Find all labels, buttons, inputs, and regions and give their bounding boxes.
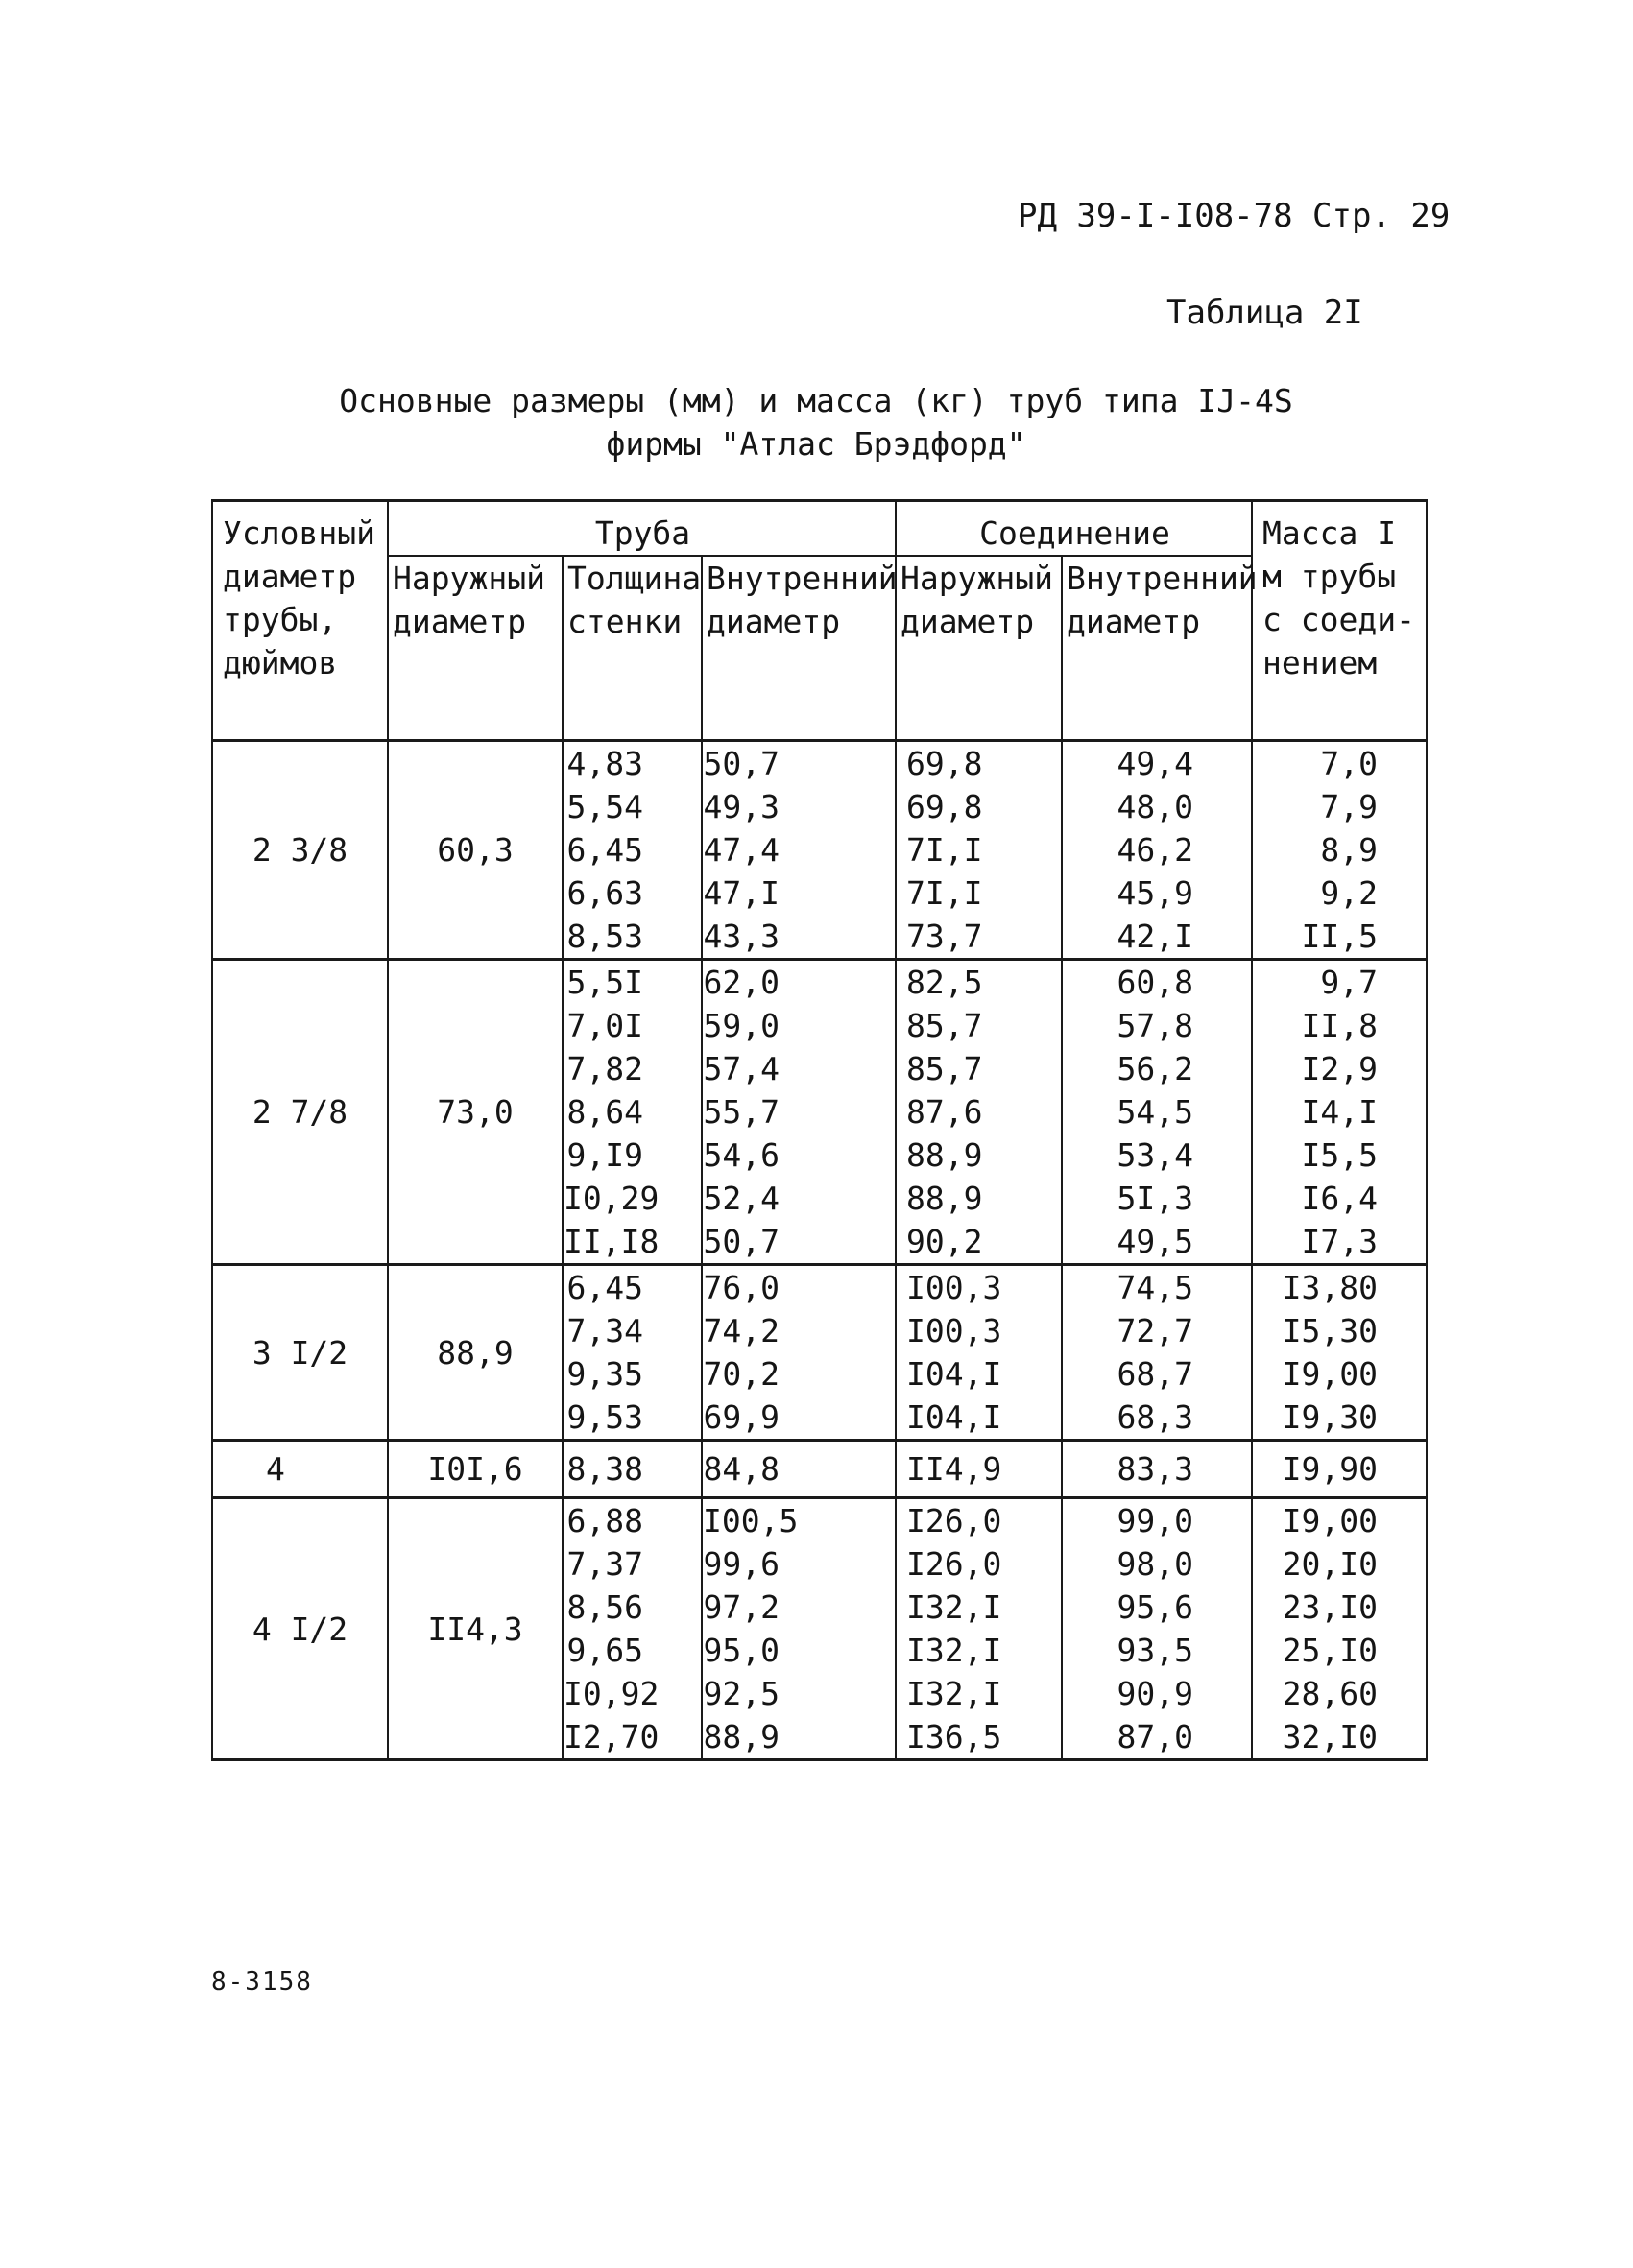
connection-inner-diameter-value: 46,2 <box>1117 831 1193 869</box>
inner-diameter-value: 50,7 <box>703 745 780 782</box>
connection-inner-diameter-value: 74,5 <box>1117 1269 1193 1306</box>
connection-inner-diameter-value: 90,9 <box>1117 1675 1193 1712</box>
mass-value: I3,80 <box>1282 1269 1378 1306</box>
header-pipe-wall-thickness: Толщина стенки <box>563 556 702 741</box>
connection-inner-diameter-value: 45,9 <box>1117 874 1193 912</box>
mass-value: 7,9 <box>1320 788 1378 825</box>
connection-outer-diameter-value: 82,5 <box>906 964 983 1001</box>
connection-inner-diameter-value: 49,5 <box>1117 1223 1193 1260</box>
inner-diameter-value: 84,8 <box>703 1450 780 1488</box>
connection-outer-diameter-cell <box>896 1441 1062 1498</box>
wall-thickness-value: 6,88 <box>566 1502 643 1540</box>
connection-inner-diameter-value: 5I,3 <box>1117 1180 1193 1217</box>
wall-thickness-value: 6,45 <box>566 831 643 869</box>
connection-inner-diameter-value: 48,0 <box>1117 788 1193 825</box>
table-title-line-1: Основные размеры (мм) и масса (кг) труб типа IJ-4S <box>339 382 1293 419</box>
document-reference: РД 39-I-I08-78 Стр. 29 <box>1018 197 1451 235</box>
pipe-outer-diameter-cell: I0I,6 <box>388 1441 563 1498</box>
mass-cell <box>1252 960 1427 1265</box>
inner-diameter-cell <box>702 960 896 1265</box>
pipe-dimensions-table <box>211 499 1428 1761</box>
pipe-outer-diameter-cell: 73,0 <box>388 960 563 1265</box>
mass-cell <box>1252 741 1427 960</box>
table-row <box>212 1441 1427 1498</box>
nominal-diameter-cell: 2 3/8 <box>212 741 388 960</box>
inner-diameter-value: 88,9 <box>703 1718 780 1755</box>
connection-outer-diameter-value: I00,3 <box>906 1269 1002 1306</box>
mass-value: 32,I0 <box>1282 1718 1378 1755</box>
connection-outer-diameter-cell <box>896 960 1062 1265</box>
inner-diameter-value: 50,7 <box>703 1223 780 1260</box>
wall-thickness-value: 8,64 <box>566 1093 643 1131</box>
header-connection-outer-diameter: Наружный диаметр <box>896 556 1062 741</box>
mass-value: I4,I <box>1301 1093 1378 1131</box>
connection-inner-diameter-cell <box>1062 960 1252 1265</box>
inner-diameter-value: 70,2 <box>703 1355 780 1393</box>
connection-outer-diameter-value: I26,0 <box>906 1502 1002 1540</box>
wall-thickness-value: 8,56 <box>566 1588 643 1626</box>
connection-inner-diameter-value: 60,8 <box>1117 964 1193 1001</box>
header-connection-inner-diameter: Внутренний диаметр <box>1062 556 1252 741</box>
wall-thickness-value: 5,5I <box>566 964 643 1001</box>
inner-diameter-value: 62,0 <box>703 964 780 1001</box>
connection-inner-diameter-value: 42,I <box>1117 918 1193 955</box>
inner-diameter-value: 99,6 <box>703 1545 780 1583</box>
table-row <box>212 960 1427 1265</box>
mass-value: I9,00 <box>1282 1355 1378 1393</box>
connection-outer-diameter-cell <box>896 741 1062 960</box>
wall-thickness-value: I2,70 <box>564 1718 660 1755</box>
connection-outer-diameter-value: 87,6 <box>906 1093 983 1131</box>
table-header <box>212 501 1427 741</box>
mass-value: 8,9 <box>1320 831 1378 869</box>
inner-diameter-value: 47,I <box>703 874 780 912</box>
mass-value: I7,3 <box>1301 1223 1378 1260</box>
connection-inner-diameter-value: 83,3 <box>1117 1450 1193 1488</box>
wall-thickness-value: 7,37 <box>566 1545 643 1583</box>
connection-inner-diameter-value: 68,7 <box>1117 1355 1193 1393</box>
wall-thickness-value: I0,29 <box>564 1180 660 1217</box>
connection-outer-diameter-value: I04,I <box>906 1355 1002 1393</box>
inner-diameter-cell <box>702 1265 896 1441</box>
wall-thickness-value: 7,0I <box>566 1007 643 1044</box>
header-pipe-group: Труба <box>388 501 896 557</box>
mass-value: 9,7 <box>1320 964 1378 1001</box>
connection-outer-diameter-value: I00,3 <box>906 1312 1002 1349</box>
wall-thickness-value: I0,92 <box>564 1675 660 1712</box>
mass-value: I9,00 <box>1282 1502 1378 1540</box>
connection-outer-diameter-value: 73,7 <box>906 918 983 955</box>
inner-diameter-value: 74,2 <box>703 1312 780 1349</box>
inner-diameter-value: 69,9 <box>703 1398 780 1436</box>
wall-thickness-value: 9,I9 <box>566 1136 643 1174</box>
wall-thickness-value: 7,82 <box>566 1050 643 1087</box>
inner-diameter-cell <box>702 1498 896 1760</box>
wall-thickness-cell <box>563 960 702 1265</box>
mass-value: 23,I0 <box>1282 1588 1378 1626</box>
inner-diameter-value: 55,7 <box>703 1093 780 1131</box>
wall-thickness-value: 4,83 <box>566 745 643 782</box>
mass-value: 7,0 <box>1320 745 1378 782</box>
table-title-line-2: фирмы "Атлас Брэдфорд" <box>606 425 1026 463</box>
inner-diameter-value: 76,0 <box>703 1269 780 1306</box>
pipe-outer-diameter-cell: II4,3 <box>388 1498 563 1760</box>
wall-thickness-cell <box>563 1441 702 1498</box>
connection-outer-diameter-value: 85,7 <box>906 1007 983 1044</box>
connection-outer-diameter-value: II4,9 <box>906 1450 1002 1488</box>
connection-outer-diameter-value: 7I,I <box>906 831 983 869</box>
table-body <box>212 741 1427 1760</box>
wall-thickness-value: 5,54 <box>566 788 643 825</box>
wall-thickness-value: 9,53 <box>566 1398 643 1436</box>
mass-value: I9,30 <box>1282 1398 1378 1436</box>
header-pipe-inner-diameter: Внутренний диаметр <box>702 556 896 741</box>
connection-outer-diameter-value: I26,0 <box>906 1545 1002 1583</box>
inner-diameter-value: 49,3 <box>703 788 780 825</box>
connection-outer-diameter-value: 7I,I <box>906 874 983 912</box>
connection-inner-diameter-value: 56,2 <box>1117 1050 1193 1087</box>
connection-outer-diameter-value: 88,9 <box>906 1180 983 1217</box>
connection-inner-diameter-value: 98,0 <box>1117 1545 1193 1583</box>
connection-inner-diameter-value: 95,6 <box>1117 1588 1193 1626</box>
connection-outer-diameter-value: 85,7 <box>906 1050 983 1087</box>
table-title <box>211 379 1421 466</box>
inner-diameter-value: I00,5 <box>703 1502 799 1540</box>
mass-value: I9,90 <box>1282 1450 1378 1488</box>
connection-outer-diameter-value: I36,5 <box>906 1718 1002 1755</box>
inner-diameter-value: 95,0 <box>703 1632 780 1669</box>
wall-thickness-cell <box>563 1498 702 1760</box>
inner-diameter-value: 59,0 <box>703 1007 780 1044</box>
connection-inner-diameter-cell <box>1062 741 1252 960</box>
mass-value: I6,4 <box>1301 1180 1378 1217</box>
wall-thickness-cell <box>563 1265 702 1441</box>
mass-value: 25,I0 <box>1282 1632 1378 1669</box>
wall-thickness-cell <box>563 741 702 960</box>
connection-outer-diameter-value: 69,8 <box>906 788 983 825</box>
nominal-diameter-cell: 4 I/2 <box>212 1498 388 1760</box>
connection-inner-diameter-value: 49,4 <box>1117 745 1193 782</box>
mass-value: I5,5 <box>1301 1136 1378 1174</box>
mass-cell <box>1252 1441 1427 1498</box>
wall-thickness-value: 8,53 <box>566 918 643 955</box>
inner-diameter-cell <box>702 1441 896 1498</box>
wall-thickness-value: 7,34 <box>566 1312 643 1349</box>
mass-value: 9,2 <box>1320 874 1378 912</box>
inner-diameter-cell <box>702 741 896 960</box>
connection-outer-diameter-cell <box>896 1265 1062 1441</box>
mass-value: I2,9 <box>1301 1050 1378 1087</box>
nominal-diameter-cell: 3 I/2 <box>212 1265 388 1441</box>
inner-diameter-value: 43,3 <box>703 918 780 955</box>
mass-cell <box>1252 1265 1427 1441</box>
table-row <box>212 741 1427 960</box>
connection-inner-diameter-cell <box>1062 1498 1252 1760</box>
nominal-diameter-cell: 4 <box>212 1441 388 1498</box>
connection-inner-diameter-value: 72,7 <box>1117 1312 1193 1349</box>
inner-diameter-value: 57,4 <box>703 1050 780 1087</box>
mass-value: II,5 <box>1301 918 1378 955</box>
header-connection-group: Соединение <box>896 501 1252 557</box>
connection-inner-diameter-value: 68,3 <box>1117 1398 1193 1436</box>
header-pipe-outer-diameter: Наружный диаметр <box>388 556 563 741</box>
connection-inner-diameter-value: 99,0 <box>1117 1502 1193 1540</box>
inner-diameter-value: 47,4 <box>703 831 780 869</box>
table-row <box>212 1265 1427 1441</box>
header-mass: Масса I м трубы с соеди-нением <box>1252 501 1427 741</box>
connection-outer-diameter-value: I32,I <box>906 1632 1002 1669</box>
wall-thickness-value: 6,45 <box>566 1269 643 1306</box>
connection-inner-diameter-value: 57,8 <box>1117 1007 1193 1044</box>
connection-outer-diameter-value: I32,I <box>906 1588 1002 1626</box>
header-nominal-diameter: Условный диаметр трубы, дюймов <box>212 501 388 741</box>
connection-inner-diameter-cell <box>1062 1265 1252 1441</box>
footer-code: 8-3158 <box>211 1968 313 1996</box>
mass-value: I5,30 <box>1282 1312 1378 1349</box>
connection-inner-diameter-value: 93,5 <box>1117 1632 1193 1669</box>
connection-outer-diameter-value: I04,I <box>906 1398 1002 1436</box>
inner-diameter-value: 54,6 <box>703 1136 780 1174</box>
inner-diameter-value: 97,2 <box>703 1588 780 1626</box>
mass-value: II,8 <box>1301 1007 1378 1044</box>
pipe-outer-diameter-cell: 88,9 <box>388 1265 563 1441</box>
connection-inner-diameter-value: 87,0 <box>1117 1718 1193 1755</box>
table-row <box>212 1498 1427 1760</box>
connection-outer-diameter-value: 90,2 <box>906 1223 983 1260</box>
wall-thickness-value: 9,65 <box>566 1632 643 1669</box>
pipe-outer-diameter-cell: 60,3 <box>388 741 563 960</box>
table-number-label: Таблица 2I <box>1166 294 1363 332</box>
connection-inner-diameter-cell <box>1062 1441 1252 1498</box>
mass-value: 28,60 <box>1282 1675 1378 1712</box>
wall-thickness-value: II,I8 <box>564 1223 660 1260</box>
mass-value: 20,I0 <box>1282 1545 1378 1583</box>
connection-inner-diameter-value: 53,4 <box>1117 1136 1193 1174</box>
inner-diameter-value: 52,4 <box>703 1180 780 1217</box>
connection-outer-diameter-value: I32,I <box>906 1675 1002 1712</box>
nominal-diameter-cell: 2 7/8 <box>212 960 388 1265</box>
wall-thickness-value: 6,63 <box>566 874 643 912</box>
inner-diameter-value: 92,5 <box>703 1675 780 1712</box>
mass-cell <box>1252 1498 1427 1760</box>
connection-inner-diameter-value: 54,5 <box>1117 1093 1193 1131</box>
connection-outer-diameter-value: 88,9 <box>906 1136 983 1174</box>
connection-outer-diameter-cell <box>896 1498 1062 1760</box>
wall-thickness-value: 9,35 <box>566 1355 643 1393</box>
connection-outer-diameter-value: 69,8 <box>906 745 983 782</box>
wall-thickness-value: 8,38 <box>566 1450 643 1488</box>
